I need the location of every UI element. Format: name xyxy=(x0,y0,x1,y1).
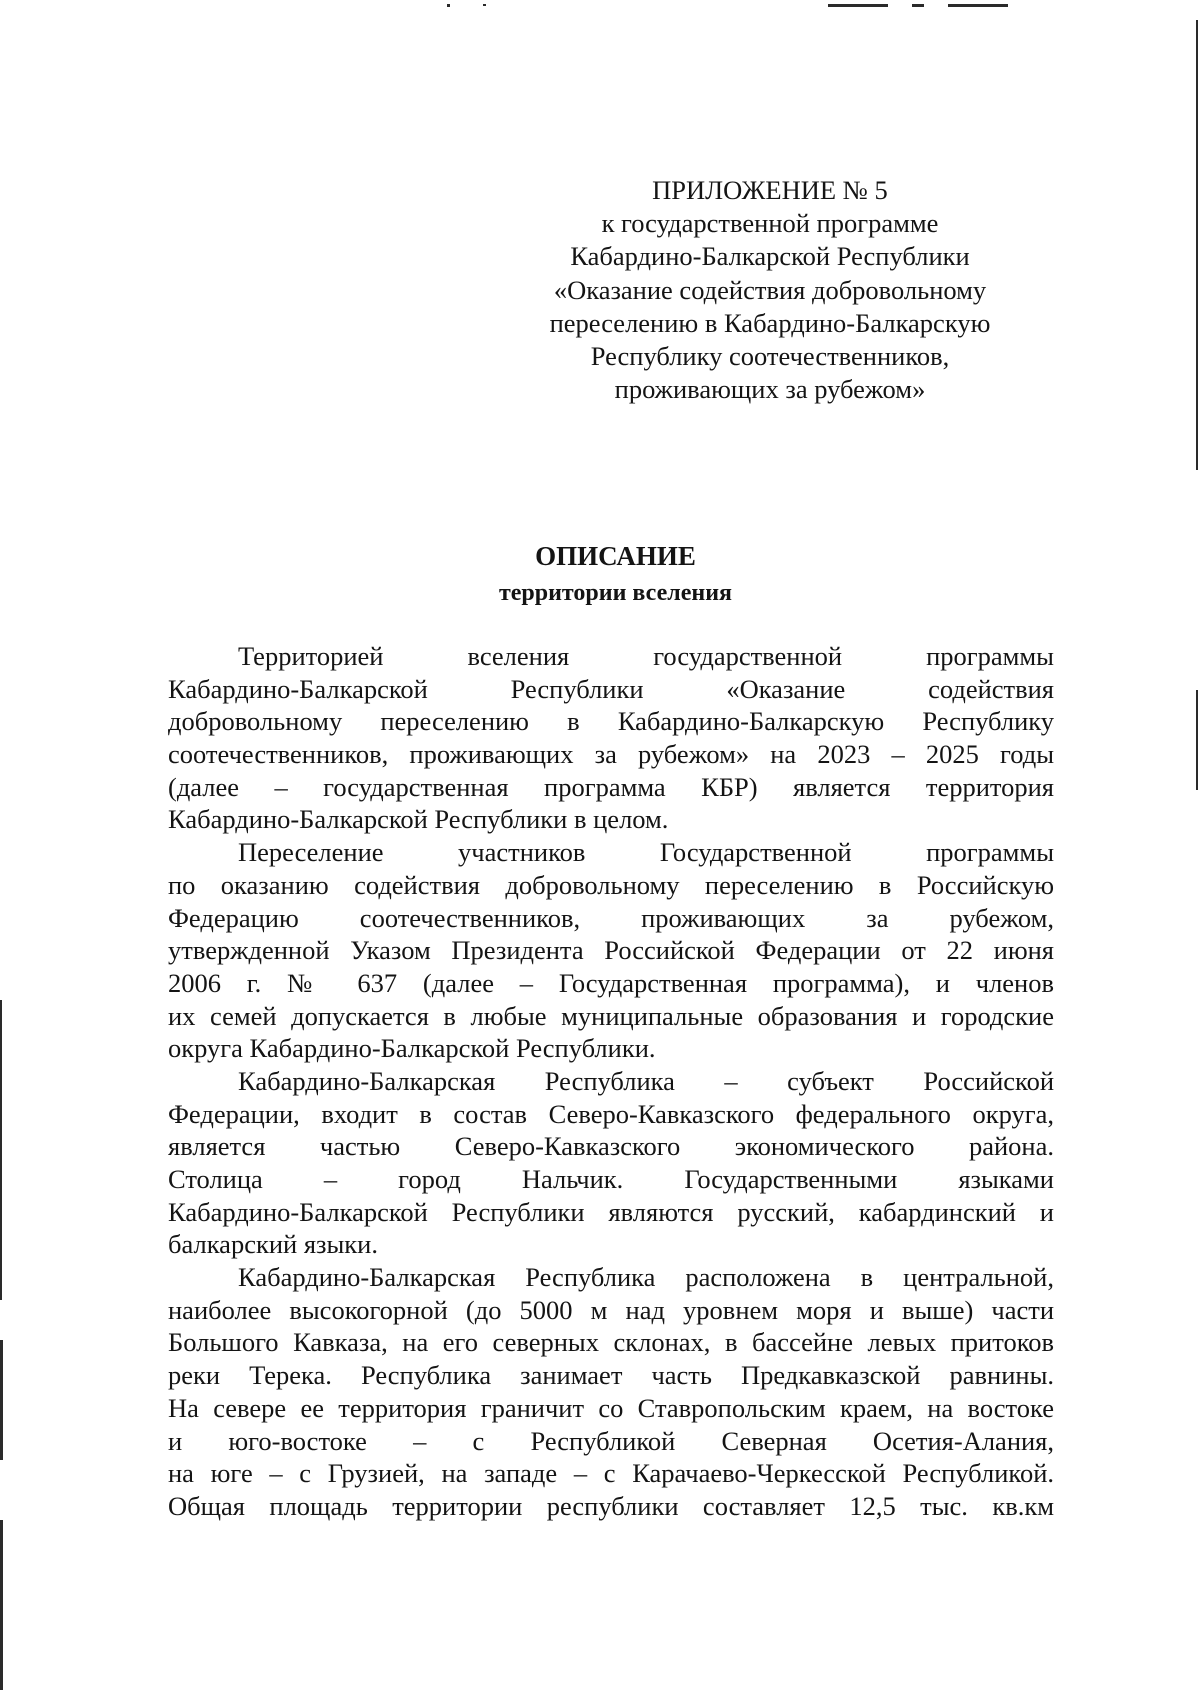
appendix-line: проживающих за рубежом» xyxy=(614,374,926,405)
text-line: балкарский языки. xyxy=(168,1229,378,1260)
document-title: ОПИСАНИЕ xyxy=(535,541,696,571)
paragraph-3 xyxy=(168,1065,1054,1261)
text-line: добровольному переселению в Кабардино-Балкарскую Республику xyxy=(168,706,1054,737)
scan-artifact xyxy=(483,4,486,6)
document-body xyxy=(168,640,1054,1523)
appendix-line: ПРИЛОЖЕНИЕ № 5 xyxy=(652,175,888,205)
text-line: по оказанию содействия добровольному переселению в Российскую xyxy=(168,869,1054,900)
text-line: 2006 г. № 637 (далее – Государственная программа), и членов xyxy=(168,967,1054,998)
text-line: Кабардино-Балкарской Республики в целом. xyxy=(168,804,669,835)
text-line: соотечественников, проживающих за рубежом» на 2023 – 2025 годы xyxy=(168,739,1054,770)
appendix-line: Кабардино-Балкарской Республики xyxy=(570,241,970,272)
text-line: Кабардино-Балкарской Республики являются русский, кабардинский и xyxy=(168,1196,1054,1227)
text-line: на юге – с Грузией, на западе – с Карачаево-Черкесской Республикой. xyxy=(168,1458,1054,1489)
appendix-line: «Оказание содействия добровольному xyxy=(553,274,987,305)
appendix-line: к государственной программе xyxy=(601,208,939,239)
scan-artifact xyxy=(0,1340,3,1460)
paragraph-1 xyxy=(168,640,1054,836)
appendix-line: переселению в Кабардино-Балкарскую xyxy=(549,307,991,338)
paragraph-2 xyxy=(168,836,1054,1065)
scan-artifact xyxy=(1196,20,1198,470)
text-line: Территорией вселения государственной программы xyxy=(238,641,1054,671)
text-line: и юго-востоке – с Республикой Северная Осетия-Алания, xyxy=(168,1425,1054,1456)
text-line: реки Терека. Республика занимает часть Предкавказской равнины. xyxy=(168,1360,1054,1391)
text-line: Федерации, входит в состав Северо-Кавказского федерального округа, xyxy=(168,1098,1054,1129)
text-line: утвержденной Указом Президента Российской Федерации от 22 июня xyxy=(168,935,1054,966)
scan-artifact xyxy=(0,1000,2,1300)
text-line: их семей допускается в любые муниципальные образования и городские xyxy=(168,1000,1054,1031)
appendix-line: Республику соотечественников, xyxy=(590,341,950,372)
appendix-header xyxy=(500,174,1040,406)
scan-artifact xyxy=(0,1520,3,1690)
text-line: Федерацию соотечественников, проживающих за рубежом, xyxy=(168,902,1054,933)
text-line: Переселение участников Государственной программы xyxy=(238,837,1054,868)
text-line: наиболее высокогорной (до 5000 м над уровнем моря и выше) части xyxy=(168,1294,1054,1325)
text-line: Столица – город Нальчик. Государственными языками xyxy=(168,1164,1054,1194)
text-line: Общая площадь территории республики составляет 12,5 тыс. кв.км xyxy=(168,1490,1054,1521)
document-subtitle: территории вселения xyxy=(498,580,733,606)
scan-artifact xyxy=(447,4,450,7)
text-line: является частью Северо-Кавказского экономического района. xyxy=(168,1131,1054,1162)
text-line: Кабардино-Балкарская Республика – субъект Российской xyxy=(238,1065,1054,1096)
scan-artifact xyxy=(1196,690,1198,790)
scan-artifact xyxy=(912,4,924,7)
text-line: Кабардино-Балкарской Республики «Оказание содействия xyxy=(168,673,1054,704)
text-line: Кабардино-Балкарская Республика расположена в центральной, xyxy=(238,1262,1054,1293)
scan-artifact xyxy=(828,4,888,7)
paragraph-4 xyxy=(168,1261,1054,1523)
text-line: Большого Кавказа, на его северных склонах, в бассейне левых притоков xyxy=(168,1327,1054,1358)
text-line: (далее – государственная программа КБР) является территория xyxy=(168,771,1054,802)
text-line: На севере ее территория граничит со Ставропольским краем, на востоке xyxy=(168,1392,1054,1423)
scan-artifact xyxy=(948,4,1008,7)
text-line: округа Кабардино-Балкарской Республики. xyxy=(168,1033,656,1064)
